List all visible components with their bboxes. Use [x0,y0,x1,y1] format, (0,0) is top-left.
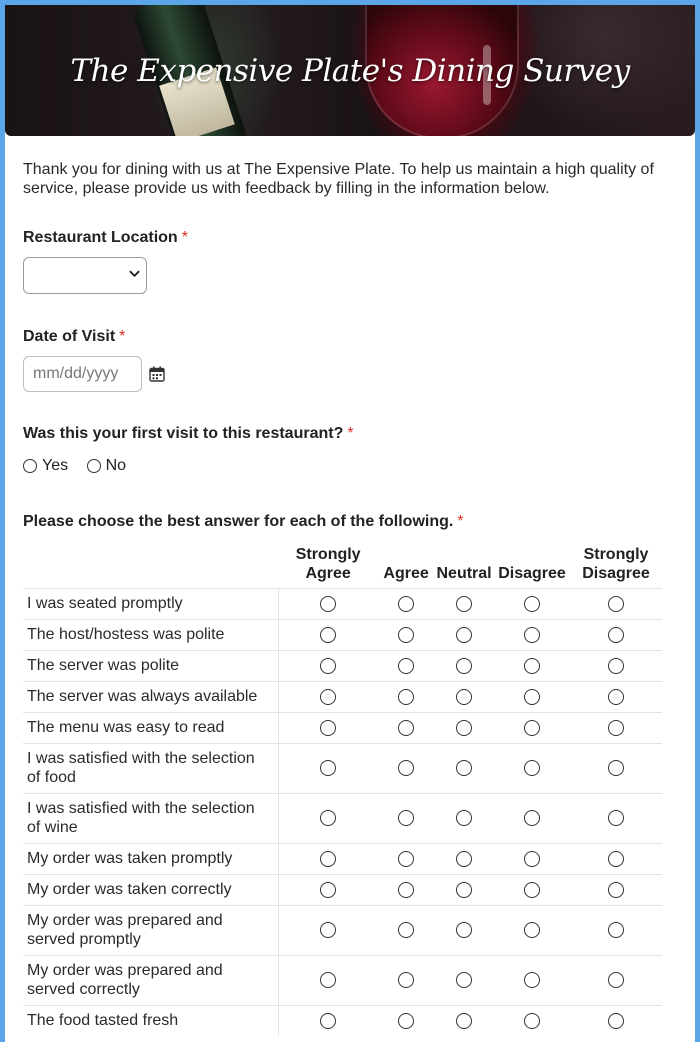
matrix-radio-2-5[interactable] [608,627,624,643]
matrix-cell [378,875,434,906]
first-visit-options [23,457,140,475]
matrix-radio-9-3[interactable] [456,882,472,898]
matrix-radio-3-3[interactable] [456,658,472,674]
matrix-cell [378,956,434,1006]
matrix-radio-5-2[interactable] [398,720,414,736]
matrix-cell [278,956,378,1006]
matrix-row [23,713,662,744]
matrix-cell [278,1006,378,1037]
matrix-radio-10-4[interactable] [524,922,540,938]
matrix-cell [434,956,494,1006]
date-input[interactable]: mm/dd/yyyy [23,356,142,392]
matrix-cell [494,651,570,682]
matrix-corner [23,543,278,589]
matrix-radio-3-2[interactable] [398,658,414,674]
column-header-agree: Agree [383,565,429,582]
matrix-cell [278,713,378,744]
matrix-radio-7-5[interactable] [608,810,624,826]
first-visit-no-radio[interactable] [87,459,101,473]
matrix-radio-7-3[interactable] [456,810,472,826]
first-visit-yes-radio[interactable] [23,459,37,473]
matrix-radio-6-1[interactable] [320,760,336,776]
matrix-radio-4-5[interactable] [608,689,624,705]
matrix-radio-8-1[interactable] [320,851,336,867]
matrix-radio-10-1[interactable] [320,922,336,938]
matrix-radio-4-3[interactable] [456,689,472,705]
matrix-radio-1-3[interactable] [456,596,472,612]
matrix-cell [434,589,494,620]
matrix-cell [378,713,434,744]
matrix-row-question: The server was polite [23,651,278,682]
matrix-cell [570,844,662,875]
matrix-radio-2-2[interactable] [398,627,414,643]
matrix-cell [378,589,434,620]
matrix-cell [494,589,570,620]
matrix-radio-4-1[interactable] [320,689,336,705]
matrix-cell [278,682,378,713]
matrix-cell [570,956,662,1006]
matrix-cell [278,620,378,651]
matrix-radio-1-4[interactable] [524,596,540,612]
matrix-cell [494,1006,570,1037]
column-header-strongly-agree: Strongly Agree [295,546,361,582]
matrix-row-question: My order was prepared and served correctly [23,956,278,1006]
chevron-down-icon [129,268,140,282]
matrix-cell [494,713,570,744]
matrix-radio-5-3[interactable] [456,720,472,736]
matrix-cell [278,875,378,906]
column-header-disagree: Disagree [498,565,566,582]
matrix-row-question: The menu was easy to read [23,713,278,744]
matrix-row-question: The host/hostess was polite [23,620,278,651]
matrix-cell [278,744,378,794]
matrix-radio-8-2[interactable] [398,851,414,867]
matrix-radio-8-4[interactable] [524,851,540,867]
matrix-radio-4-4[interactable] [524,689,540,705]
matrix-cell [378,906,434,956]
intro-text: Thank you for dining with us at The Expensive Plate. To help us maintain a high quality of service, please provide us with feedback by filling in the information below. [23,161,654,197]
matrix-radio-9-1[interactable] [320,882,336,898]
matrix-cell [434,844,494,875]
matrix-cell [434,620,494,651]
location-label: Restaurant Location [23,229,178,246]
required-marker: * [347,425,354,442]
matrix-radio-7-1[interactable] [320,810,336,826]
header-banner [5,5,695,136]
matrix-row-question: My order was taken promptly [23,844,278,875]
matrix-label-row [23,513,464,531]
matrix-row-question: My order was prepared and served promptly [23,906,278,956]
matrix-radio-11-3[interactable] [456,972,472,988]
location-select[interactable] [23,257,147,294]
matrix-radio-11-1[interactable] [320,972,336,988]
matrix-radio-12-3[interactable] [456,1013,472,1029]
matrix-cell [278,906,378,956]
matrix-radio-1-1[interactable] [320,596,336,612]
matrix-radio-1-5[interactable] [608,596,624,612]
matrix-radio-9-2[interactable] [398,882,414,898]
matrix-cell [570,794,662,844]
matrix-label: Please choose the best answer for each of the following. [23,513,454,530]
matrix-radio-7-2[interactable] [398,810,414,826]
matrix-radio-5-5[interactable] [608,720,624,736]
matrix-cell [434,875,494,906]
matrix-radio-7-4[interactable] [524,810,540,826]
matrix-row-question: The food tasted fresh [23,1006,278,1037]
first-visit-no-label[interactable]: No [105,457,127,474]
first-visit-yes-label[interactable]: Yes [42,457,69,474]
matrix-radio-9-4[interactable] [524,882,540,898]
first-visit-label: Was this your first visit to this restaurant? [23,425,344,442]
column-header-neutral: Neutral [436,565,492,582]
matrix-radio-10-3[interactable] [456,922,472,938]
matrix-radio-1-2[interactable] [398,596,414,612]
matrix-cell [378,682,434,713]
matrix-cell [570,713,662,744]
matrix-cell [278,794,378,844]
matrix-row [23,1006,662,1037]
matrix-cell [570,620,662,651]
matrix-row [23,906,662,956]
matrix-row [23,651,662,682]
matrix-cell [494,906,570,956]
matrix-cell [378,744,434,794]
column-header-strongly-disagree: Strongly Disagree [582,546,650,582]
matrix-cell [570,1006,662,1037]
matrix-radio-6-5[interactable] [608,760,624,776]
matrix-cell [434,682,494,713]
matrix-radio-4-2[interactable] [398,689,414,705]
matrix-cell [434,713,494,744]
matrix-radio-12-5[interactable] [608,1013,624,1029]
matrix-row-question: I was satisfied with the selection of food [23,744,278,794]
matrix-cell [494,794,570,844]
matrix-radio-10-2[interactable] [398,922,414,938]
matrix-cell [278,589,378,620]
matrix-radio-11-4[interactable] [524,972,540,988]
matrix-cell [434,906,494,956]
matrix-row [23,875,662,906]
matrix-row-question: I was satisfied with the selection of wine [23,794,278,844]
matrix-cell [494,744,570,794]
matrix-cell [494,620,570,651]
matrix-row [23,844,662,875]
location-label-row [23,229,188,247]
matrix-radio-6-3[interactable] [456,760,472,776]
matrix-radio-6-2[interactable] [398,760,414,776]
matrix-cell [378,620,434,651]
matrix-radio-2-4[interactable] [524,627,540,643]
matrix-row [23,682,662,713]
matrix-radio-12-1[interactable] [320,1013,336,1029]
matrix-radio-5-1[interactable] [320,720,336,736]
matrix-cell [278,651,378,682]
matrix-radio-2-1[interactable] [320,627,336,643]
matrix-radio-5-4[interactable] [524,720,540,736]
matrix-cell [434,794,494,844]
matrix-cell [494,875,570,906]
matrix-cell [378,794,434,844]
matrix-radio-12-2[interactable] [398,1013,414,1029]
matrix-radio-3-5[interactable] [608,658,624,674]
matrix-row [23,589,662,620]
matrix-row [23,744,662,794]
matrix-cell [278,844,378,875]
required-marker: * [119,328,126,345]
date-label-row [23,328,125,346]
matrix-cell [434,744,494,794]
matrix-radio-8-3[interactable] [456,851,472,867]
matrix-radio-8-5[interactable] [608,851,624,867]
matrix-radio-3-1[interactable] [320,658,336,674]
matrix-row [23,620,662,651]
matrix-radio-9-5[interactable] [608,882,624,898]
matrix-cell [378,1006,434,1037]
required-marker: * [181,229,188,246]
matrix-radio-12-4[interactable] [524,1013,540,1029]
matrix-radio-2-3[interactable] [456,627,472,643]
matrix-row-question: My order was taken correctly [23,875,278,906]
matrix-cell [378,844,434,875]
first-visit-label-row [23,425,354,443]
calendar-icon[interactable] [149,366,165,382]
matrix-row [23,794,662,844]
matrix-cell [434,1006,494,1037]
matrix-cell [494,844,570,875]
matrix-row-question: The server was always available [23,682,278,713]
matrix-cell [434,651,494,682]
matrix-radio-6-4[interactable] [524,760,540,776]
matrix-radio-10-5[interactable] [608,922,624,938]
rating-matrix [23,543,662,1036]
required-marker: * [457,513,464,530]
matrix-cell [378,651,434,682]
matrix-radio-3-4[interactable] [524,658,540,674]
matrix-row-question: I was seated promptly [23,589,278,620]
matrix-cell [494,682,570,713]
matrix-row [23,956,662,1006]
matrix-radio-11-2[interactable] [398,972,414,988]
matrix-cell [570,906,662,956]
matrix-cell [494,956,570,1006]
date-label: Date of Visit [23,328,116,345]
matrix-cell [570,875,662,906]
matrix-cell [570,651,662,682]
matrix-cell [570,589,662,620]
matrix-radio-11-5[interactable] [608,972,624,988]
matrix-cell [570,682,662,713]
matrix-cell [570,744,662,794]
page-title: The Expensive Plate's Dining Survey [70,53,630,89]
